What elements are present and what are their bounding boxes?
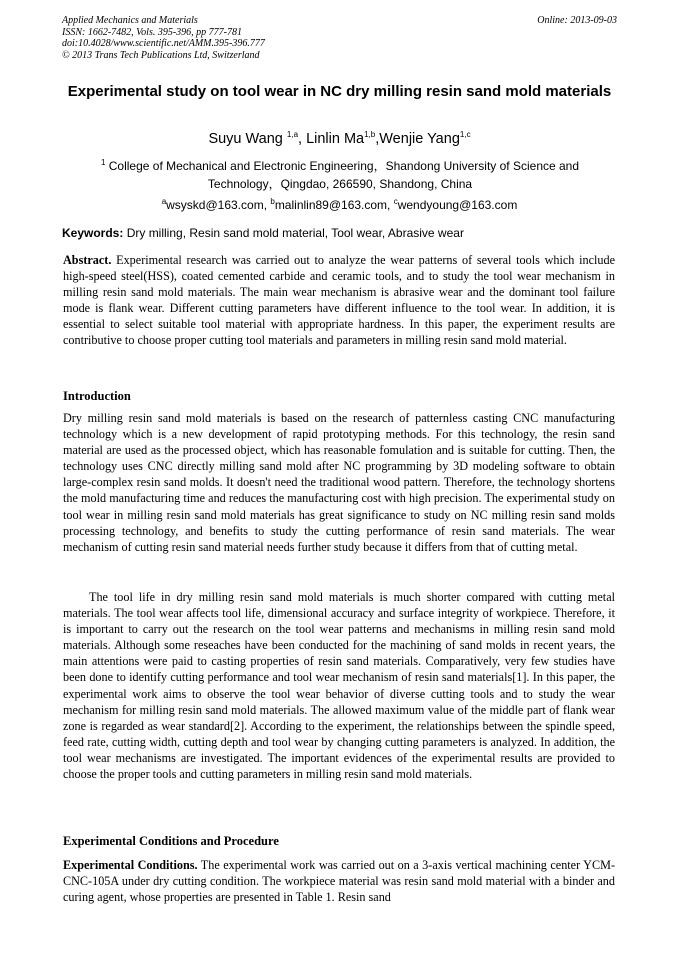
journal-name: Applied Mechanics and Materials [62, 15, 198, 26]
email-mark: b [270, 197, 275, 206]
author-affiliation-mark: 1,b [364, 130, 376, 140]
issn-line: ISSN: 1662-7482, Vols. 395-396, pp 777-781 [62, 26, 242, 38]
journal-header [62, 15, 617, 61]
email-address[interactable]: wendyoung@163.com [397, 198, 518, 212]
doi-line: doi:10.4028/www.scientific.net/AMM.395-396.777 [62, 38, 265, 49]
author-list [62, 130, 617, 148]
online-date: Online: 2013-09-03 [537, 15, 617, 26]
affiliation [80, 157, 600, 193]
author-name: , Linlin Ma [298, 131, 365, 147]
abstract [63, 252, 615, 349]
experimental-heading: Experimental Conditions and Procedure [63, 834, 279, 848]
keywords-label: Keywords: [62, 226, 124, 240]
introduction-heading: Introduction [63, 389, 131, 403]
author-name: Suyu Wang [208, 131, 287, 147]
experimental-text: The experimental work was carried out on a 3-axis vertical machining center YCM-CNC-105A under dry cutting condition. The workpiece material was resin sand mold material with a binder and curing agent, whose properties are presented in Table 1. Resin sand [63, 858, 616, 905]
email-address[interactable]: malinlin89@163.com, [274, 198, 394, 212]
keywords-text: Dry milling, Resin sand mold material, Tool wear, Abrasive wear [123, 226, 464, 240]
email-list [62, 197, 617, 213]
experimental-label: Experimental Conditions. [63, 858, 198, 872]
author-affiliation-mark: 1,a [286, 130, 299, 140]
affiliation-text: College of Mechanical and Electronic Engineering，Shandong University of Science and Technology，Qingdao, 266590, Shandong, China [105, 159, 580, 191]
affiliation-mark: 1 [100, 158, 106, 167]
experimental-paragraph [63, 857, 615, 905]
email-address[interactable]: wsyskd@163.com, [166, 198, 271, 212]
paper-title: Experimental study on tool wear in NC dry milling resin sand mold materials [67, 83, 612, 100]
keywords [62, 225, 617, 241]
copyright-line: © 2013 Trans Tech Publications Ltd, Switzerland [62, 49, 260, 61]
introduction-paragraph: The tool life in dry milling resin sand mold materials is much shorter compared with cutting metal materials. The tool wear affects tool life, dimensional accuracy and surface integrity of workpiece. Therefore, it is important to carry out the research on the tool wear patterns and mechanisms in milling resin sand mold materials. Although some reseaches have been conducted for the machining of sand molds in recent years, the main attentions were paid to casting properties of resin sand materials. Comparatively, very few studies have been done to identify cutting performance and tool wear mechanism of resin sand materials[1]. In this paper, the experimental work aims to observe the tool wear behavior of diverse cutting tools and to study the wear mechanism for milling resin sand mold materials. The allowed maximum value of the middle part of flank wear zone is regarded as wear standard[2]. According to the experiment, the relationships between the spindle speed, feed rate, cutting width, cutting depth and tool wear by changing cutting parameters is analyzed. In addition, the tool wear mechanisms are investigated. The important evidences of the experimental results are provided to choose the proper tools and cutting parameters in milling resin sand mold materials. [63, 590, 615, 782]
abstract-text: Experimental research was carried out to analyze the wear patterns of several tools which include high-speed steel(HSS), coated cemented carbide and ceramic tools, and to study the tool wear mechanism in milling resin sand mold materials. The main wear mechanism is abrasive wear and the dominant tool failure mode is flank wear. Different cutting parameters have different influence to the tool wear. In addition, it is essential to select suitable tool material with appropriate hardness. In this paper, the experiment results are contributive to choose proper cutting tool materials and parameters in milling resin sand mold material. [63, 253, 615, 348]
abstract-label: Abstract. [63, 253, 112, 267]
author-name: ,Wenjie Yang [375, 131, 460, 147]
email-mark: c [393, 197, 398, 206]
introduction-paragraph: Dry milling resin sand mold materials is based on the research of patternless casting CNC manufacturing technology which is a new development of rapid prototyping methods. For this technology, the resin sand material are used as the processed object, which has reasonable fomulation and is suitable for cutting. Then, the technology uses CNC directly milling sand mold after NC programming by 3D modeling software to obtain large-complex resin sand molds. It doesn't need the traditional wood pattern. Therefore, the technology shortens the mold manufacturing time and reduces the manufacturing cost with high precision. The experimental study on tool wear in milling resin sand mold materials has great significance to study on NC milling resin sand molds processing technology, and benefits to study the cutting performance of resin sand materials. The wear mechanism of cutting resin sand material needs further study because it differs from that of cutting metal. [63, 411, 615, 554]
author-affiliation-mark: 1,c [459, 130, 471, 140]
email-mark: a [161, 197, 167, 206]
